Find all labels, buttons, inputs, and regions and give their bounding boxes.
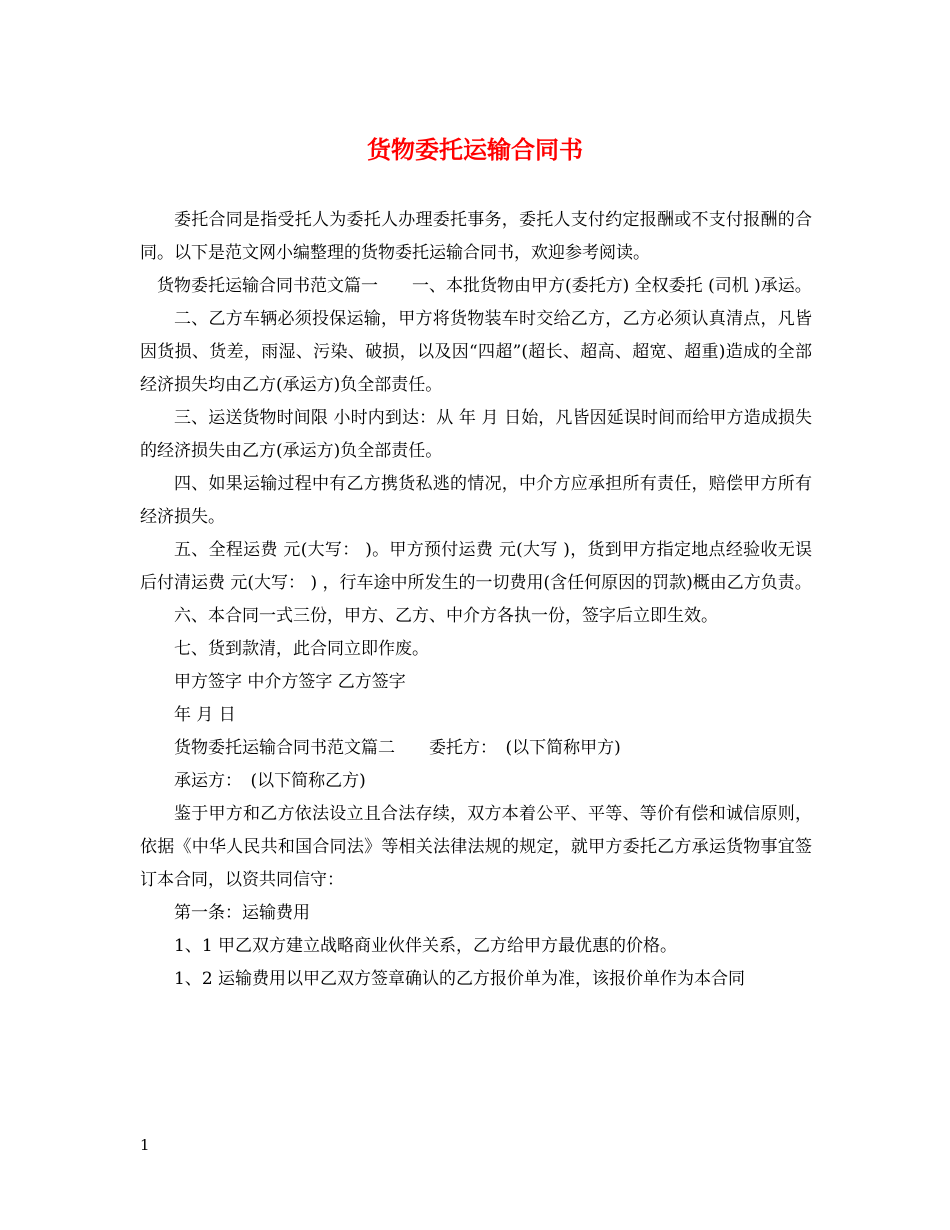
paragraph-clause-3: 三、运送货物时间限 小时内到达：从 年 月 日始，凡皆因延误时间而给甲方造成损失的经济损失由乙方(承运方)负全部责任。 (140, 408, 812, 461)
paragraph-clause-7: 七、货到款清，此合同立即作废。 (174, 639, 429, 659)
paragraph-signatures: 甲方签字 中介方签字 乙方签字 (174, 672, 406, 692)
paragraph-preamble: 鉴于甲方和乙方依法设立且合法存续，双方本着公平、平等、等价有偿和诚信原则，依据《中华人民共和国合同法》等相关法律法规的规定，就甲方委托乙方承运货物事宜签订本合同，以资共同信守： (140, 804, 812, 890)
paragraph-carrier: 承运方： (以下简称乙方) (174, 771, 366, 791)
paragraph-sample-one-clause-1: 货物委托运输合同书范文篇一 一、本批货物由甲方(委托方) 全权委托 (司机 )承运。 (157, 276, 812, 296)
paragraph-article-1-2: 1、2 运输费用以甲乙双方签章确认的乙方报价单为准，该报价单作为本合同 (174, 969, 746, 989)
paragraph-clause-6: 六、本合同一式三份，甲方、乙方、中介方各执一份，签字后立即生效。 (174, 606, 718, 626)
document-title: 货物委托运输合同书 (367, 135, 583, 164)
paragraph-article-1-heading: 第一条：运输费用 (174, 903, 310, 923)
paragraph-clause-5: 五、全程运费 元(大写： )。甲方预付运费 元(大写 )，货到甲方指定地点经验收无误后付清运费 元(大写： ) ，行车途中所发生的一切费用(含任何原因的罚款)概由乙方负责。 (140, 540, 812, 593)
paragraph-sample-two-client: 货物委托运输合同书范文篇二 委托方： (以下简称甲方) (174, 738, 621, 758)
paragraph-intro: 委托合同是指受托人为委托人办理委托事务，委托人支付约定报酬或不支付报酬的合同。以下是范文网小编整理的货物委托运输合同书，欢迎参考阅读。 (140, 210, 812, 263)
paragraph-date: 年 月 日 (174, 705, 236, 725)
document-body (140, 204, 812, 996)
paragraph-article-1-1: 1、1 甲乙双方建立战略商业伙伴关系，乙方给甲方最优惠的价格。 (174, 936, 678, 956)
page-number: 1 (140, 1136, 150, 1154)
paragraph-clause-2: 二、乙方车辆必须投保运输，甲方将货物装车时交给乙方，乙方必须认真清点，凡皆因货损、货差，雨湿、污染、破损，以及因“四超”(超长、超高、超宽、超重)造成的全部经济损失均由乙方(承运方)负全部责任。 (140, 309, 812, 395)
paragraph-clause-4: 四、如果运输过程中有乙方携货私逃的情况，中介方应承担所有责任，赔偿甲方所有经济损失。 (140, 474, 812, 527)
